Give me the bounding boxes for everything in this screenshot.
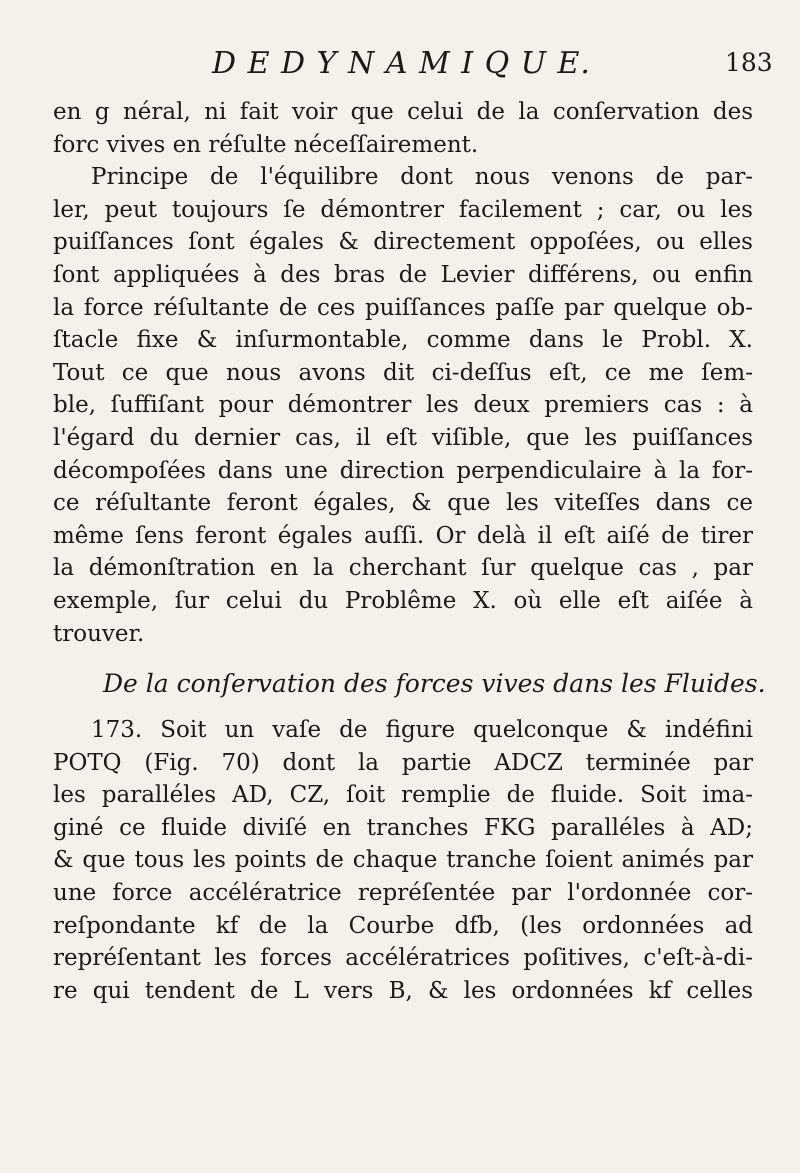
text-line: giné ce fluide diviſé en tranches FKG paralléles à AD;: [53, 814, 753, 841]
text-line: puiſſances ſont égales & directement oppoſées, ou elles: [53, 229, 753, 256]
text-line: la démonſtration en la cherchant ſur quelque cas , par: [53, 555, 753, 582]
text-line: en g néral, ni fait voir que celui de la conſervation des: [53, 99, 753, 125]
running-header: [0, 46, 800, 86]
text-line: la force réſultante de ces puiſſances paſſe par quelque ob-: [53, 294, 753, 321]
text-line: reſpondante kf de la Courbe dfb, (les ordonnées ad: [53, 912, 753, 939]
text-line: ce réſultante feront égales, & que les viteſſes dans ce: [53, 490, 753, 517]
text-line: les paralléles AD, CZ, ſoit remplie de fluide. Soit ima-: [53, 782, 753, 809]
text-line: l'égard du dernier cas, il eſt viſible, que les puiſſances: [53, 424, 753, 451]
text-line: re qui tendent de L vers B, & les ordonnées kf celles: [53, 977, 753, 1004]
text-line: ſont appliquées à des bras de Levier différens, ou enfin: [53, 261, 753, 288]
text-line: Tout ce que nous avons dit ci-deſſus eſt, ce me ſem-: [53, 359, 753, 386]
text-line: 173. Soit un vaſe de figure quelconque & indéfini: [91, 717, 753, 744]
text-line: POTQ (Fig. 70) dont la partie ADCZ terminée par: [53, 749, 753, 776]
paragraph-1: [53, 96, 753, 650]
text-line: décompoſées dans une direction perpendiculaire à la for-: [53, 457, 753, 484]
section-title: De la conſervation des forces vives dans les Fluides.: [103, 669, 766, 699]
text-line: trouver.: [53, 620, 145, 647]
text-line: ſtacle fixe & inſurmontable, comme dans le Probl. X.: [53, 327, 753, 354]
running-title: D E D Y N A M I Q U E.: [212, 46, 591, 81]
page-number: 183: [725, 48, 773, 77]
text-line: ler, peut toujours ſe démontrer facilement ; car, ou les: [53, 196, 753, 223]
text-line: exemple, ſur celui du Problême X. où elle eſt aiſée à: [53, 587, 753, 614]
text-line: & que tous les points de chaque tranche ſoient animés par: [53, 847, 753, 874]
text-line: une force accélératrice repréſentée par l'ordonnée cor-: [53, 880, 753, 907]
page-body: [53, 96, 766, 1007]
text-line: ble, ſuffiſant pour démontrer les deux premiers cas : à: [53, 392, 753, 419]
text-line: repréſentant les forces accélératrices poſitives, c'eſt-à-di-: [53, 945, 753, 972]
text-line: forc vives en réſulte néceſſairement.: [53, 131, 479, 158]
text-line: Principe de l'équilibre dont nous venons de par-: [91, 164, 753, 191]
paragraph-2: [53, 714, 753, 1007]
text-line: même ſens feront égales auſſi. Or delà il eſt aiſé de tirer: [53, 522, 753, 549]
